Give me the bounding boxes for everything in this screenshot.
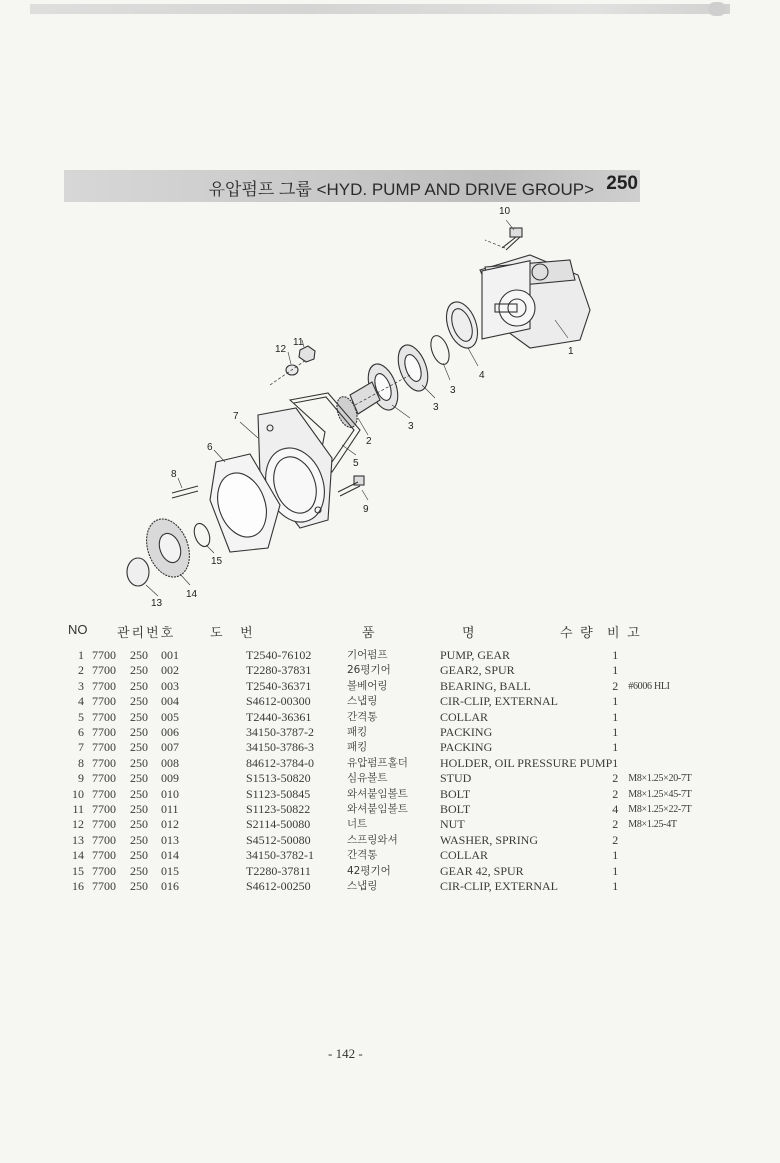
cell-dwg: S1123-50822 (246, 802, 311, 817)
cell-qty: 1 (612, 648, 619, 662)
callout-10: 9 (363, 504, 369, 515)
cell-qty: 4 (612, 802, 619, 817)
cell-kr: 42평기어 (347, 864, 391, 877)
cell-remark: M8×1.25×45-7T (628, 788, 692, 800)
bolt-10-part (338, 476, 364, 496)
cell-dwg: S4612-00250 (246, 879, 311, 894)
cell-a: 7700 (92, 879, 116, 894)
cell-en: BOLT (440, 802, 471, 817)
scan-top-mark (708, 2, 726, 16)
cell-dwg: S1513-50820 (246, 771, 311, 786)
header-drawing-number: 도 번 (210, 625, 253, 640)
header-part-name-2: 명 (462, 625, 475, 640)
cell-remark (628, 879, 691, 894)
cell-kr: 스냅링 (347, 880, 378, 893)
cell-dwg: S1123-50845 (246, 786, 311, 801)
cell-b: 250 (130, 786, 148, 801)
table-row (62, 787, 691, 802)
cell-no: 6 (78, 725, 84, 740)
cell-b: 250 (130, 755, 148, 770)
cell-remark (628, 756, 691, 771)
group-number: 250 (606, 173, 638, 194)
cell-c: 004 (161, 694, 179, 709)
cell-no: 15 (72, 863, 84, 878)
cell-remark: M8×1.25-4T (628, 819, 677, 831)
cell-no: 1 (78, 648, 84, 662)
table-row (62, 663, 691, 678)
cell-a: 7700 (92, 755, 116, 770)
cell-b: 250 (130, 863, 148, 878)
table-row (62, 740, 691, 755)
callout-8: 7 (233, 411, 239, 422)
cell-en: CIR-CLIP, EXTERNAL (440, 879, 558, 894)
cell-no: 16 (72, 879, 84, 894)
cell-a: 7700 (92, 648, 116, 662)
cell-c: 015 (161, 863, 179, 878)
cell-a: 7700 (92, 694, 116, 709)
cell-c: 003 (161, 678, 179, 693)
stud-9-part (172, 486, 198, 498)
callout-16: 15 (211, 556, 223, 567)
cell-en: BEARING, BALL (440, 678, 531, 693)
table-row (62, 817, 691, 832)
cell-qty: 1 (612, 879, 619, 894)
callout-4: 3 (450, 385, 456, 396)
callout-14: 13 (151, 598, 163, 609)
cell-remark: M8×1.25×20-7T (628, 773, 692, 785)
cell-b: 250 (130, 663, 148, 678)
nut-12-part (299, 346, 315, 362)
spur-gear-2-part (333, 382, 380, 430)
page-number: - 142 - (328, 1046, 363, 1061)
cell-qty: 1 (612, 694, 619, 709)
cell-qty: 2 (612, 786, 619, 801)
cell-a: 7700 (92, 832, 116, 847)
cell-c: 008 (161, 755, 179, 770)
cell-a: 7700 (92, 863, 116, 878)
callout-3b: 3 (408, 421, 414, 432)
circlip-4-part (427, 333, 452, 367)
cell-a: 7700 (92, 817, 116, 832)
callout-11: 10 (499, 206, 511, 217)
cell-dwg: S4512-50080 (246, 832, 311, 847)
cell-no: 12 (72, 817, 84, 832)
cell-no: 3 (78, 678, 84, 693)
cell-c: 007 (161, 740, 179, 755)
cell-en: GEAR2, SPUR (440, 663, 515, 678)
cell-c: 016 (161, 879, 179, 894)
cell-c: 001 (161, 648, 179, 662)
cell-en: CIR-CLIP, EXTERNAL (440, 694, 558, 709)
table-row (62, 864, 691, 879)
cell-kr: 패킹 (347, 726, 368, 739)
cell-qty: 1 (612, 755, 619, 770)
cell-en: COLLAR (440, 709, 488, 724)
bearing-3a-part (393, 341, 434, 395)
table-row (62, 771, 691, 786)
table-row (62, 710, 691, 725)
cell-remark (628, 864, 691, 879)
exploded-parts-diagram (110, 200, 630, 620)
cell-en: COLLAR (440, 848, 488, 863)
cell-b: 250 (130, 725, 148, 740)
cell-a: 7700 (92, 725, 116, 740)
cell-no: 11 (72, 802, 84, 817)
cell-kr: 간격통 (347, 849, 378, 862)
cell-b: 250 (130, 817, 148, 832)
cell-b: 250 (130, 678, 148, 693)
cell-en: PACKING (440, 740, 493, 755)
cell-en: PACKING (440, 725, 493, 740)
cell-b: 250 (130, 802, 148, 817)
cell-c: 002 (161, 663, 179, 678)
cell-qty: 1 (612, 709, 619, 724)
header-quantity: 수 량 (560, 625, 593, 640)
callout-13: 12 (275, 344, 287, 355)
cell-no: 8 (78, 755, 84, 770)
callout-6: 5 (353, 458, 359, 469)
cell-b: 250 (130, 771, 148, 786)
cell-qty: 2 (612, 817, 619, 832)
cell-kr: 와셔붙임볼트 (347, 787, 408, 800)
cell-qty: 1 (612, 848, 619, 863)
cell-dwg: 34150-3782-1 (246, 848, 314, 863)
section-title-bar (64, 170, 640, 202)
cell-qty: 2 (612, 771, 619, 786)
cell-en: HOLDER, OIL PRESSURE PUMP (440, 755, 613, 770)
callout-15: 14 (186, 589, 198, 600)
cell-qty: 2 (612, 678, 619, 693)
cell-dwg: T2540-36371 (246, 678, 312, 693)
cell-no: 5 (78, 709, 84, 724)
cell-b: 250 (130, 832, 148, 847)
cell-kr: 기어펌프 (347, 649, 388, 661)
cell-a: 7700 (92, 848, 116, 863)
cell-kr: 26평기어 (347, 664, 391, 677)
cell-c: 005 (161, 709, 179, 724)
cell-no: 10 (72, 786, 84, 801)
table-row (62, 648, 691, 663)
cell-b: 250 (130, 709, 148, 724)
cell-dwg: T2280-37811 (246, 863, 311, 878)
cell-a: 7700 (92, 709, 116, 724)
cell-no: 13 (72, 832, 84, 847)
cell-en: BOLT (440, 786, 471, 801)
table-row (62, 833, 691, 848)
cell-kr: 와셔붙임볼트 (347, 803, 408, 816)
table-row (62, 848, 691, 863)
cell-en: WASHER, SPRING (440, 832, 539, 847)
callout-3a: 3 (433, 402, 439, 413)
cell-dwg: T2440-36361 (246, 709, 312, 724)
cell-c: 006 (161, 725, 179, 740)
cell-c: 010 (161, 786, 179, 801)
parts-list-table (62, 648, 691, 895)
cell-dwg: T2540-76102 (246, 648, 312, 662)
cell-b: 250 (130, 694, 148, 709)
table-row (62, 879, 691, 894)
cell-a: 7700 (92, 678, 116, 693)
cell-dwg: 34150-3787-2 (246, 725, 314, 740)
header-no: NO (68, 622, 88, 637)
cell-remark (628, 648, 691, 663)
collar-5-part (441, 298, 484, 353)
callout-7: 6 (207, 442, 213, 453)
cell-no: 7 (78, 740, 84, 755)
cell-no: 14 (72, 848, 84, 863)
collar-14-part (127, 558, 149, 586)
cell-kr: 너트 (347, 818, 368, 831)
cell-a: 7700 (92, 740, 116, 755)
cell-no: 2 (78, 663, 84, 678)
cell-remark (628, 694, 691, 709)
cell-dwg: S4612-00300 (246, 694, 311, 709)
cell-kr: 유압펌프홀더 (347, 756, 408, 769)
cell-c: 012 (161, 817, 179, 832)
cell-c: 013 (161, 832, 179, 847)
cell-remark (628, 848, 691, 863)
cell-a: 7700 (92, 786, 116, 801)
cell-kr: 심유볼트 (347, 772, 388, 785)
cell-en: STUD (440, 771, 472, 786)
callout-1: 1 (568, 346, 574, 357)
cell-en: PUMP, GEAR (440, 648, 511, 662)
callout-12: 11 (293, 337, 304, 348)
cell-dwg: 34150-3786-3 (246, 740, 314, 755)
table-row (62, 694, 691, 709)
cell-remark (628, 833, 691, 848)
cell-a: 7700 (92, 771, 116, 786)
header-remarks: 비 고 (607, 625, 640, 640)
cell-a: 7700 (92, 802, 116, 817)
cell-kr: 스냅링 (347, 695, 378, 708)
table-row (62, 802, 691, 817)
scan-top-band (30, 4, 730, 14)
table-row (62, 679, 691, 694)
cell-qty: 1 (612, 663, 619, 678)
cell-remark (628, 740, 691, 755)
cell-qty: 1 (612, 740, 619, 755)
cell-remark (628, 710, 691, 725)
section-title: 유압펌프 그룹 <HYD. PUMP AND DRIVE GROUP> (208, 180, 594, 199)
cell-b: 250 (130, 848, 148, 863)
bolt-11-part (502, 228, 522, 250)
cell-kr: 패킹 (347, 741, 368, 754)
circlip-16-part (191, 521, 212, 548)
table-row (62, 725, 691, 740)
cell-qty: 2 (612, 832, 619, 847)
pump-gear-part (480, 255, 590, 348)
cell-b: 250 (130, 879, 148, 894)
cell-en: GEAR 42, SPUR (440, 863, 524, 878)
cell-no: 4 (78, 694, 84, 709)
cell-qty: 1 (612, 725, 619, 740)
header-control-number: 관리번호 (117, 625, 176, 640)
cell-c: 014 (161, 848, 179, 863)
cell-a: 7700 (92, 663, 116, 678)
callout-5: 4 (479, 370, 485, 381)
cell-c: 011 (161, 802, 179, 817)
cell-kr: 스프링와셔 (347, 833, 398, 846)
cell-en: NUT (440, 817, 465, 832)
cell-no: 9 (78, 771, 84, 786)
callout-9: 8 (171, 469, 177, 480)
cell-b: 250 (130, 648, 148, 662)
cell-dwg: S2114-50080 (246, 817, 311, 832)
cell-kr: 간격통 (347, 710, 378, 723)
callout-2: 2 (366, 436, 372, 447)
cell-dwg: 84612-3784-0 (246, 755, 314, 770)
cell-b: 250 (130, 740, 148, 755)
cell-remark: #6006 HLI (628, 680, 670, 692)
cell-kr: 볼베어링 (347, 679, 388, 692)
cell-remark (628, 663, 691, 678)
cell-remark: M8×1.25×22-7T (628, 804, 692, 816)
table-row (62, 756, 691, 771)
header-part-name-1: 품 (362, 625, 375, 640)
cell-c: 009 (161, 771, 179, 786)
cell-remark (628, 725, 691, 740)
exploded-view-drawing (110, 200, 630, 620)
cell-dwg: T2280-37831 (246, 663, 312, 678)
cell-qty: 1 (612, 863, 619, 878)
